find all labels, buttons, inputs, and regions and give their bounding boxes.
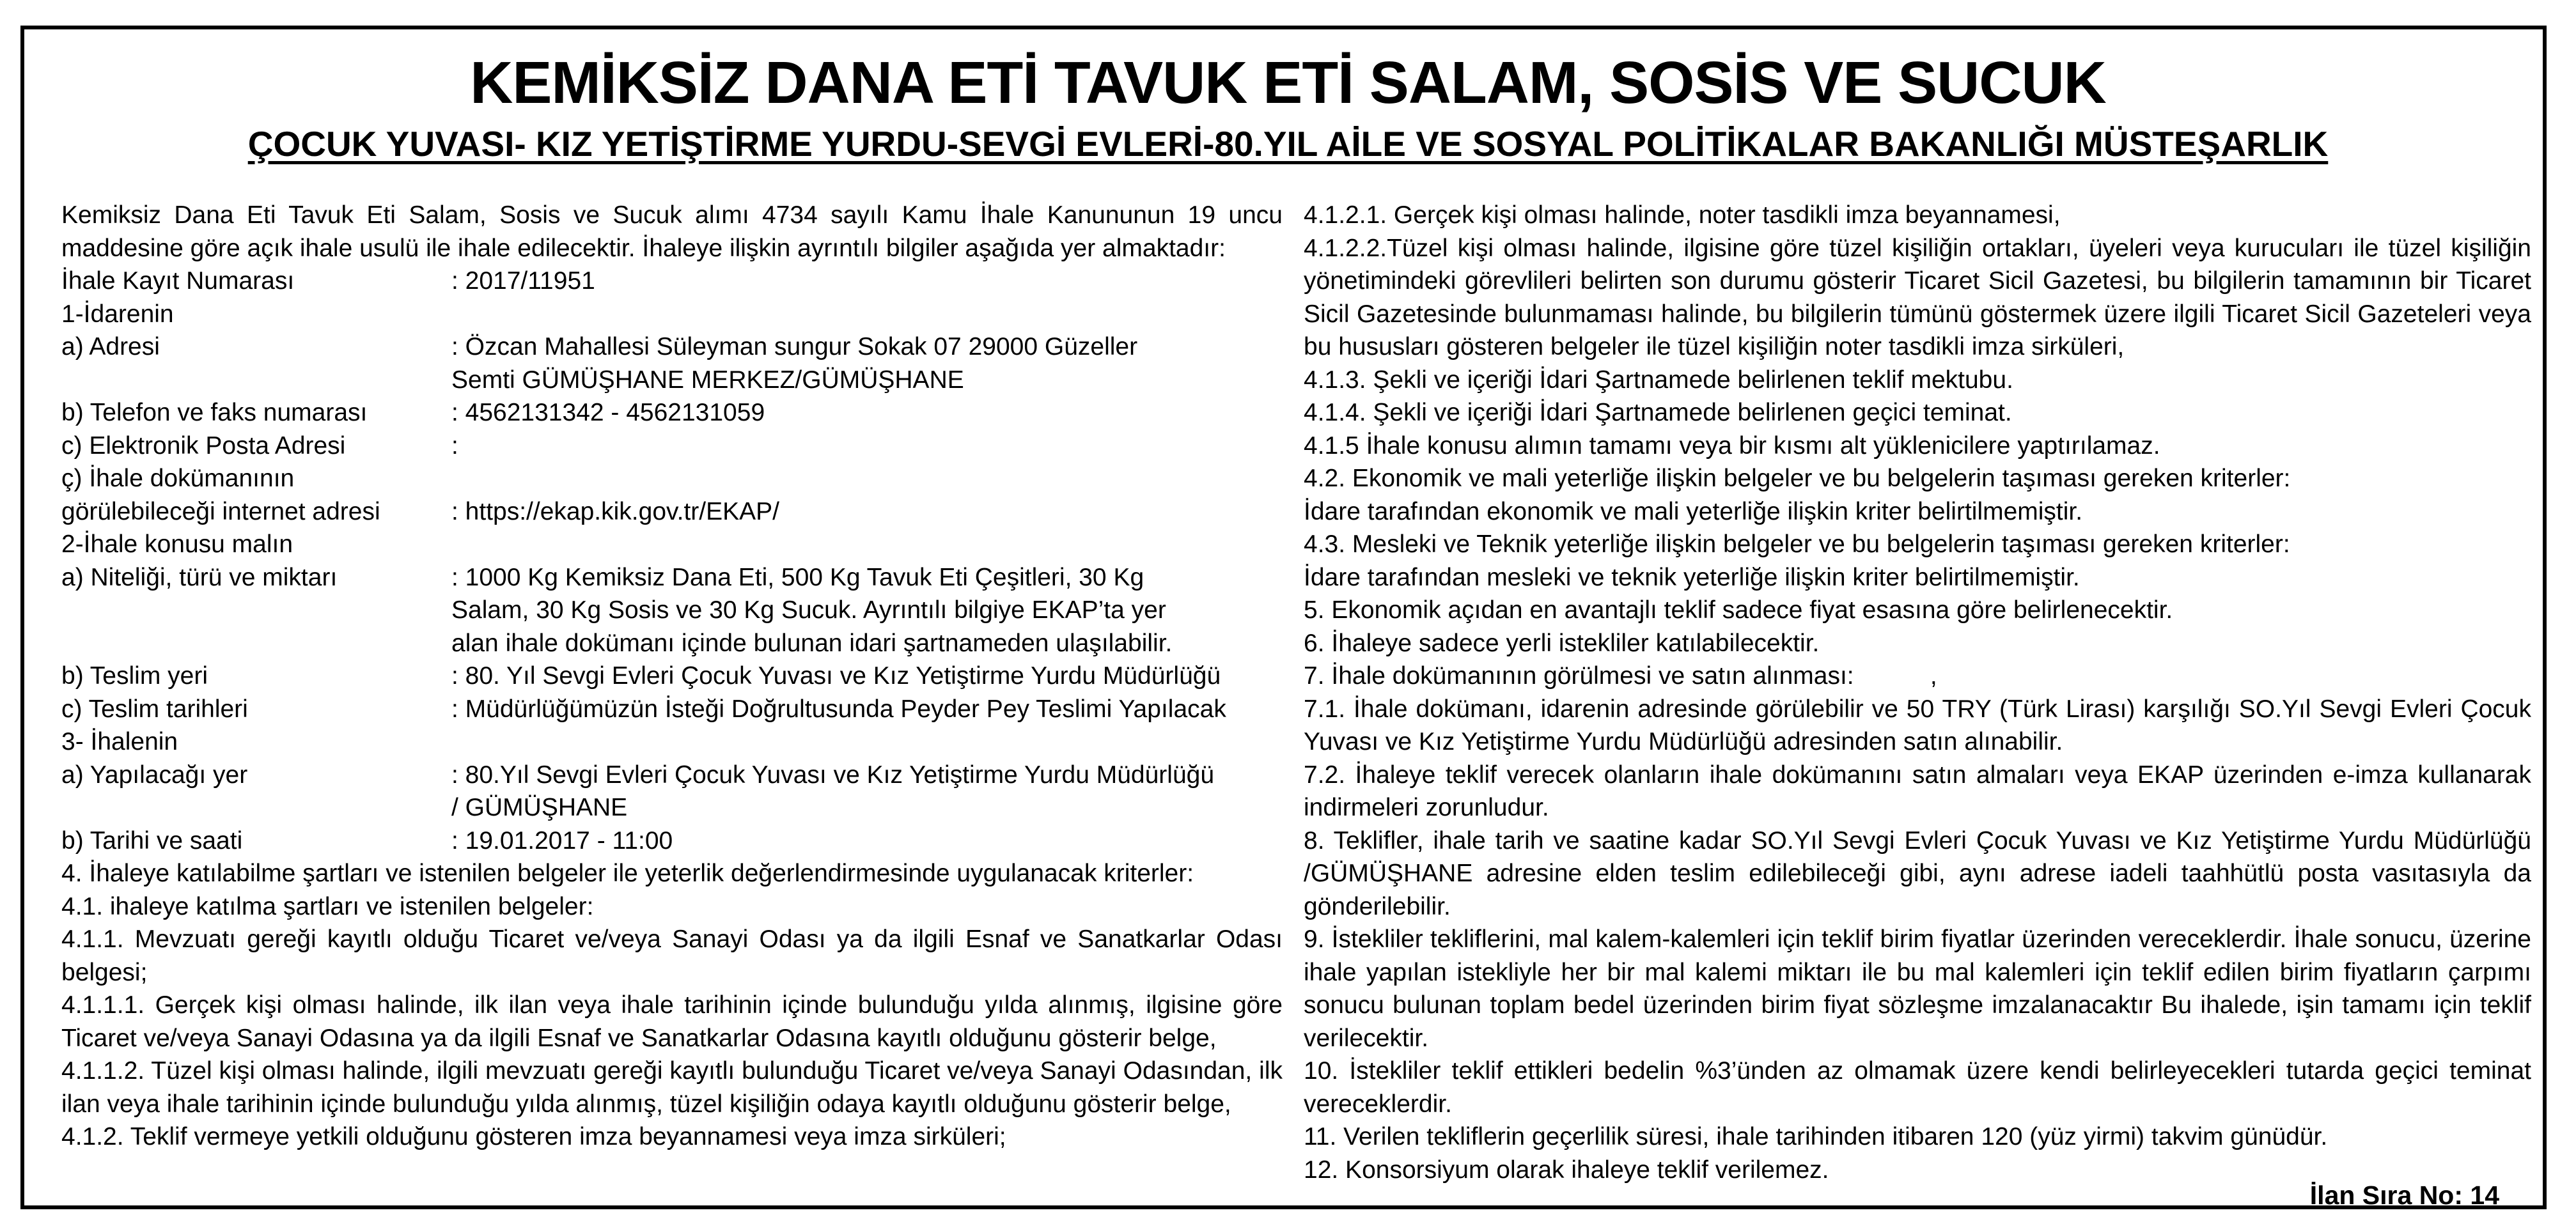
field-label: a) Adresi — [61, 333, 160, 360]
clause-paragraph: 9. İstekliler tekliflerini, mal kalem-kalemleri için teklif birim fiyatlar üzerinden vereceklerdir. İhale sonucu, üzerine ihale yapılan istekliyle her bir mal kalemi miktarı ile bu mal kalemleri için teklif edilen birim fiyatların çarpımı sonucu bulunan toplam bedel üzerinden birim fiyat sözleşme imzalanacaktır Bu ihalede, işin tamamı için teklif verilecektir. — [1304, 925, 2531, 1052]
clause-paragraph: 7.1. İhale dokümanı, idarenin adresinde görülebilir ve 50 TRY (Türk Lirası) karşılığı SO.Yıl Sevgi Evleri Çocuk Yuvası ve Kız Yetiştirme Yurdu Müdürlüğü adresinden satın alınabilir. — [1304, 695, 2531, 755]
field-label: a) Niteliği, türü ve miktarı — [61, 563, 338, 591]
clause-paragraph: 4.1.2. Teklif vermeye yetkili olduğunu gösteren imza beyannamesi veya imza sirküleri; — [61, 1123, 1006, 1150]
field-value: : 2017/11951 — [451, 267, 595, 295]
clause-paragraph: İdare tarafından ekonomik ve mali yeterliğe ilişkin kriter belirtilmemiştir. — [1304, 497, 2083, 525]
field-label: b) Telefon ve faks numarası — [61, 399, 368, 426]
field-label: a) Yapılacağı yer — [61, 761, 248, 789]
field-telefon — [61, 396, 1283, 430]
field-yapilacagi-yer — [61, 759, 1283, 825]
field-tarih-saat — [61, 825, 1283, 858]
clause-paragraph: 7. İhale dokümanının görülmesi ve satın alınması: , — [1304, 662, 1937, 690]
field-label: İhale Kayıt Numarası — [61, 267, 295, 295]
field-label: b) Teslim yeri — [61, 662, 208, 690]
clause-paragraph: 4.1.1. Mevzuatı gereği kayıtlı olduğu Ticaret ve/veya Sanayi Odası ya da ilgili Esnaf ve Sanatkarlar Odası belgesi; — [61, 925, 1283, 986]
clause-paragraph: 4.1.2.2.Tüzel kişi olması halinde, ilgisine göre tüzel kişiliğin ortakları, üyeleri veya kurucuları ile tüzel kişiliğin yönetimindeki görevlileri belirten son durumu gösterir Ticaret Sicil Gazetesi, bu bilgilerin tamamının bir Ticaret Sicil Gazetesinde bulunmaması halinde, bu bilgilerin tümünü göstermek üzere ilgili Ticaret Sicil Gazeteleri veya bu hususları gösteren belgeler ile tüzel kişiliğin noter tasdikli imza sirküleri, — [1304, 234, 2531, 360]
clause-paragraph: 5. Ekonomik açıdan en avantajlı teklif sadece fiyat esasına göre belirlenecektir. — [1304, 596, 2173, 624]
clause-paragraph: 10. İstekliler teklif ettikleri bedelin %3’ünden az olmamak üzere kendi belirleyecekleri tutarda geçici teminat vereceklerdir. — [1304, 1057, 2531, 1118]
field-teslim-yeri — [61, 660, 1283, 693]
field-value: : Özcan Mahallesi Süleyman sungur Sokak 07 29000 Güzeller Semti GÜMÜŞHANE MERKEZ/GÜMÜŞHANE — [451, 333, 1138, 394]
clause-paragraph: 7.2. İhaleye teklif verecek olanların ihale dokümanını satın almaları veya EKAP üzerinden e-imza kullanarak indirmeleri zorunludur. — [1304, 761, 2531, 821]
left-column — [61, 199, 1283, 1154]
field-value: : https://ekap.kik.gov.tr/EKAP/ — [451, 497, 779, 525]
ilan-sira-number: İlan Sıra No: 14 — [2309, 1181, 2499, 1210]
field-value: : 1000 Kg Kemiksiz Dana Eti, 500 Kg Tavuk Eti Çeşitleri, 30 Kg Salam, 30 Kg Sosis ve 30 Kg Sucuk. Ayrıntılı bilgiye EKAP’ta yer alan ihale dokümanı içinde bulunan idari şartnameden ulaşılabilir. — [451, 563, 1173, 657]
clause-paragraph: 4. İhaleye katılabilme şartları ve istenilen belgeler ile yeterlik değerlendirmesinde uygulanacak kriterler: — [61, 860, 1194, 887]
field-label: görülebileceği internet adresi — [61, 497, 380, 525]
clause-paragraph: 4.1.5 İhale konusu alımın tamamı veya bir kısmı alt yüklenicilere yaptırılamaz. — [1304, 431, 2160, 460]
clause-paragraph: 4.1. ihaleye katılma şartları ve istenilen belgeler: — [61, 892, 594, 920]
clause-paragraph: 4.3. Mesleki ve Teknik yeterliğe ilişkin belgeler ve bu belgelerin taşıması gereken kriterler: — [1304, 530, 2290, 558]
field-dokuman-adresi — [61, 495, 1283, 529]
field-label: b) Tarihi ve saati — [61, 826, 243, 855]
field-value: : 19.01.2017 - 11:00 — [451, 826, 673, 855]
intro-paragraph: Kemiksiz Dana Eti Tavuk Eti Salam, Sosis ve Sucuk alımı 4734 sayılı Kamu İhale Kanununun 19 uncu maddesine göre açık ihale usulü ile ihale edilecektir. İhaleye ilişkin ayrıntılı bilgiler aşağıda yer almaktadır: — [61, 201, 1283, 262]
clause-paragraph: 8. Teklifler, ihale tarih ve saatine kadar SO.Yıl Sevgi Evleri Çocuk Yuvası ve Kız Yetiştirme Yurdu Müdürlüğü /GÜMÜŞHANE adresine elden teslim edilebileceği gibi, aynı adrese iadeli taahhütlü posta vasıtasıyla da gönderilebilir. — [1304, 826, 2531, 920]
clause-paragraph: 4.1.3. Şekli ve içeriği İdari Şartnamede belirlenen teklif mektubu. — [1304, 366, 2013, 394]
clause-paragraph: İdare tarafından mesleki ve teknik yeterliğe ilişkin kriter belirtilmemiştir. — [1304, 563, 2080, 591]
field-label: c) Teslim tarihleri — [61, 695, 248, 723]
field-dokuman-label-line1: ç) İhale dokümanının — [61, 465, 295, 492]
field-label: c) Elektronik Posta Adresi — [61, 431, 346, 460]
notice-title: KEMİKSİZ DANA ETİ TAVUK ETİ SALAM, SOSİS VE SUCUK — [470, 49, 2106, 116]
field-adres — [61, 330, 1283, 396]
field-teslim-tarihleri — [61, 693, 1283, 726]
clause-paragraph: 11. Verilen tekliflerin geçerlilik süresi, ihale tarihinden itibaren 120 (yüz yirmi) takvim günüdür. — [1304, 1123, 2328, 1150]
clause-paragraph: 4.1.1.2. Tüzel kişi olması halinde, ilgili mevzuatı gereği kayıtlı bulunduğu Ticaret ve/veya Sanayi Odasından, ilk ilan veya ihale tarihinin içinde bulunduğu yılda alınmış, tüzel kişiliğin odaya kayıtlı olduğunu gösterir belge, — [61, 1057, 1283, 1118]
field-value: : 80.Yıl Sevgi Evleri Çocuk Yuvası ve Kız Yetiştirme Yurdu Müdürlüğü / GÜMÜŞHANE — [451, 761, 1215, 821]
section-heading-konu: 2-İhale konusu malın — [61, 530, 293, 558]
field-eposta — [61, 430, 1283, 463]
field-value: : 80. Yıl Sevgi Evleri Çocuk Yuvası ve Kız Yetiştirme Yurdu Müdürlüğü — [451, 662, 1221, 690]
clause-paragraph: 12. Konsorsiyum olarak ihaleye teklif verilemez. — [1304, 1156, 1829, 1184]
field-kayit-numarasi — [61, 265, 1283, 298]
notice-subtitle: ÇOCUK YUVASI- KIZ YETİŞTİRME YURDU-SEVGİ EVLERİ-80.YIL AİLE VE SOSYAL POLİTİKALAR BAKANLIĞI MÜSTEŞARLIK — [247, 124, 2329, 164]
right-column — [1304, 199, 2531, 1186]
clause-paragraph: 6. İhaleye sadece yerli istekliler katılabilecektir. — [1304, 629, 1820, 657]
clause-paragraph: 4.1.1.1. Gerçek kişi olması halinde, ilk ilan veya ihale tarihinin içinde bulunduğu yılda alınmış, ilgisine göre Ticaret ve/veya Sanayi Odasına ya da ilgili Esnaf ve Sanatkarlar Odasına kayıtlı olduğunu gösterir belge, — [61, 991, 1283, 1052]
clause-paragraph: 4.2. Ekonomik ve mali yeterliğe ilişkin belgeler ve bu belgelerin taşıması gereken kriterler: — [1304, 465, 2291, 492]
section-heading-idare: 1-İdarenin — [61, 300, 174, 328]
section-heading-ihale: 3- İhalenin — [61, 728, 178, 755]
field-value: : 4562131342 - 4562131059 — [451, 399, 765, 426]
clause-paragraph: 4.1.4. Şekli ve içeriği İdari Şartnamede belirlenen geçici teminat. — [1304, 399, 2012, 426]
clause-paragraph: 4.1.2.1. Gerçek kişi olması halinde, noter tasdikli imza beyannamesi, — [1304, 201, 2061, 229]
field-nitelik — [61, 561, 1283, 660]
field-value: : Müdürlüğümüzün İsteği Doğrultusunda Peyder Pey Teslimi Yapılacak — [451, 695, 1226, 723]
field-value: : — [451, 431, 458, 460]
